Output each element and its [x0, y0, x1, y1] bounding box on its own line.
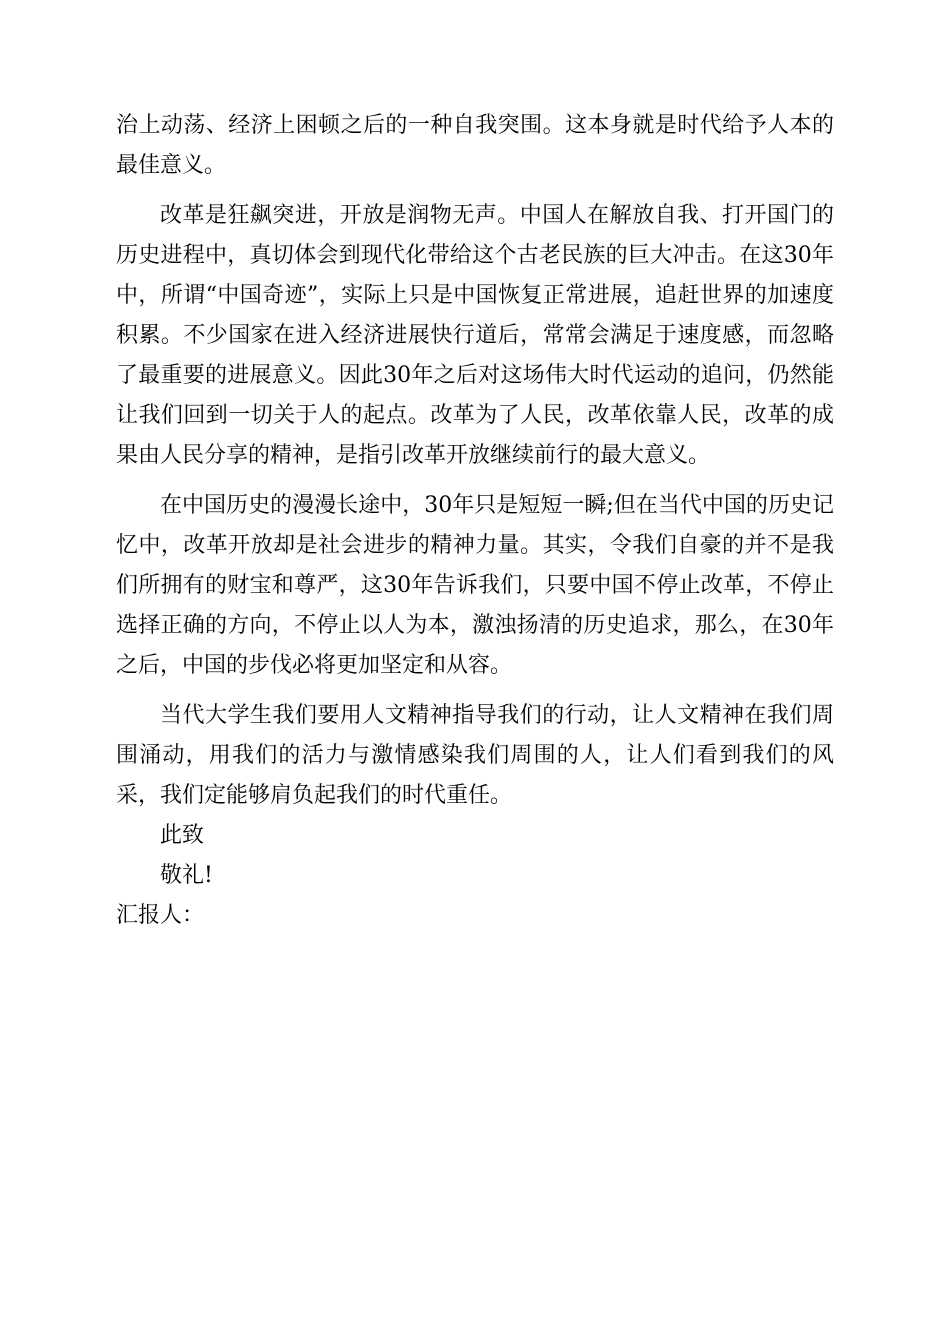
- paragraph-students: 当代大学生我们要用人文精神指导我们的行动，让人文精神在我们周围涌动，用我们的活力与激情感染我们周围的人，让人们看到我们的风采，我们定能够肩负起我们的时代重任。: [116, 703, 834, 808]
- paragraph-continuation: 治上动荡、经济上困顿之后的一种自我突围。这本身就是时代给予人本的最佳意义。: [116, 113, 834, 178]
- document-body: [116, 106, 834, 936]
- closing-salutation: 此致: [160, 823, 205, 848]
- paragraph-reform-opening: 改革是狂飙突进，开放是润物无声。中国人在解放自我、打开国门的历史进程中，真切体会到现代化带给这个古老民族的巨大冲击。在这30年中，所谓“中国奇迹”，实际上只是中国恢复正常进展，追赶世界的加速度积累。不少国家在进入经济进展快行道后，常常会满足于速度感，而忽略了最重要的进展意义。因此30年之后对这场伟大时代运动的追问，仍然能让我们回到一切关于人的起点。改革为了人民，改革依靠人民，改革的成果由人民分享的精神，是指引改革开放继续前行的最大意义。: [116, 203, 834, 468]
- closing-regards: 敬礼!: [160, 863, 213, 888]
- paragraph-history: 在中国历史的漫漫长途中，30年只是短短一瞬;但在当代中国的历史记忆中，改革开放却是社会进步的精神力量。其实，令我们自豪的并不是我们所拥有的财宝和尊严，这30年告诉我们，只要中国不停止改革，不停止选择正确的方向，不停止以人为本，激浊扬清的历史追求，那么，在30年之后，中国的步伐必将更加坚定和从容。: [116, 493, 834, 678]
- reporter-label: 汇报人：: [116, 903, 205, 928]
